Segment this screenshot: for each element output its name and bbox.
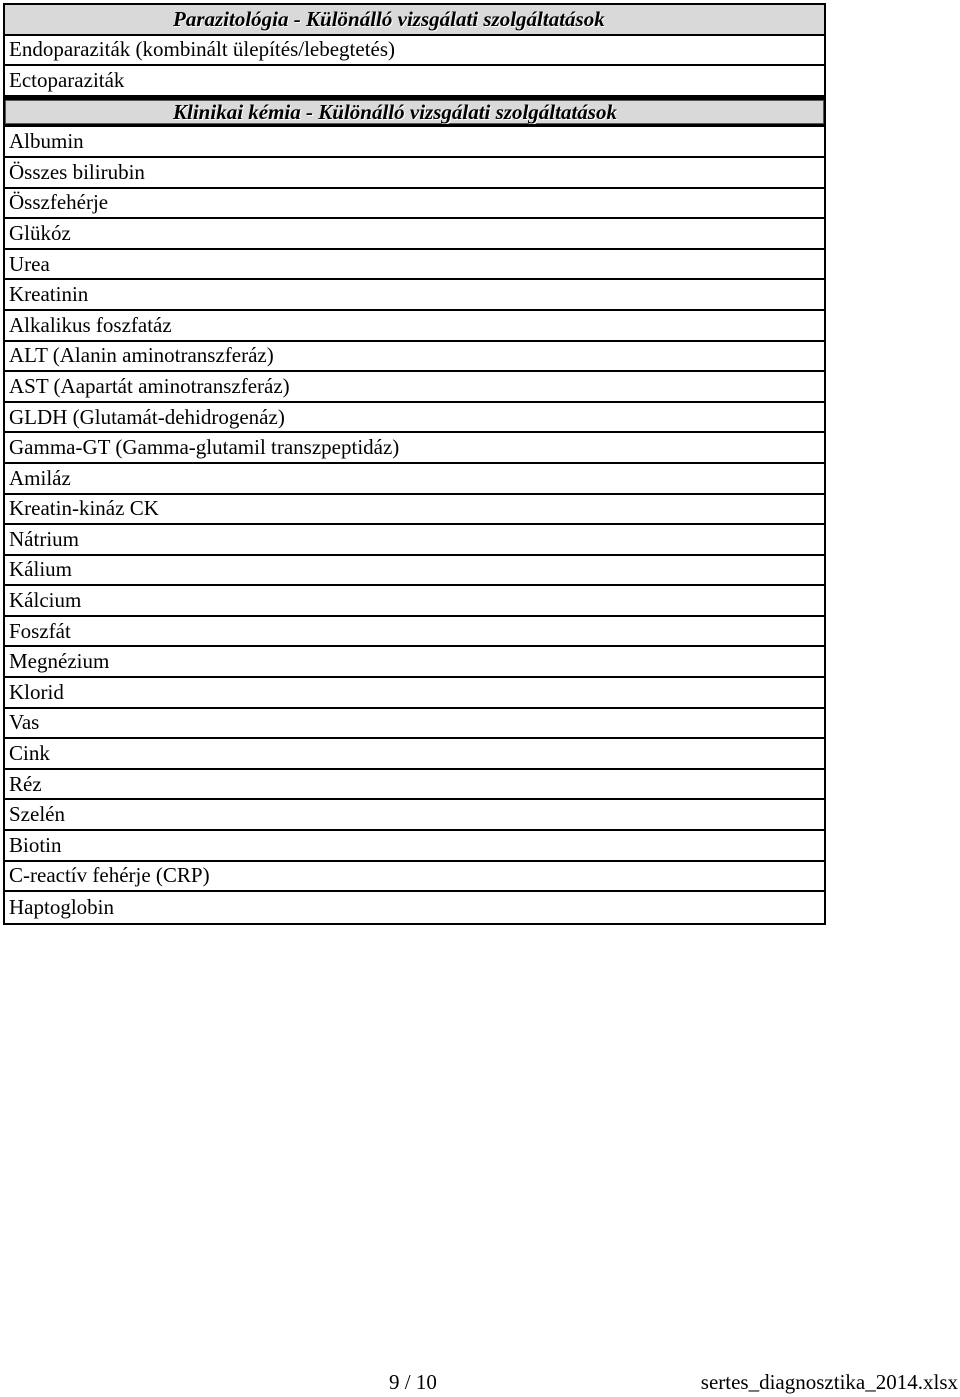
- table-row: [5, 647, 824, 678]
- table-row: [5, 280, 824, 311]
- table-row: [5, 403, 824, 434]
- table-row: [5, 862, 824, 893]
- item-label: Nátrium: [9, 526, 79, 551]
- page-number: 9 / 10: [389, 1370, 437, 1394]
- table-row: [5, 800, 824, 831]
- table-row: [5, 617, 824, 648]
- item-label: Réz: [9, 771, 42, 796]
- table-row: [5, 495, 824, 526]
- item-label: Cink: [9, 741, 50, 766]
- table-row: [5, 158, 824, 189]
- table-row: [5, 66, 824, 97]
- file-name: sertes_diagnosztika_2014.xlsx: [700, 1370, 958, 1394]
- table-row: [5, 372, 824, 403]
- item-label: Kálcium: [9, 588, 82, 613]
- item-label: Megnézium: [9, 649, 110, 674]
- item-label: Gamma-GT (Gamma-glutamil transzpeptidáz): [9, 435, 400, 460]
- table-row: [5, 433, 824, 464]
- table-row: [5, 189, 824, 220]
- table-row: [5, 311, 824, 342]
- table-row: [5, 127, 824, 158]
- table-row: [5, 219, 824, 250]
- item-label: Kálium: [9, 557, 72, 582]
- item-label: Albumin: [9, 129, 84, 154]
- item-label: Biotin: [9, 832, 62, 857]
- item-label: Alkalikus foszfatáz: [9, 312, 172, 337]
- table-row: [5, 464, 824, 495]
- item-label: Ectoparaziták: [9, 67, 125, 92]
- item-label: Endoparaziták (kombinált ülepítés/lebegtetés): [9, 37, 396, 62]
- item-label: Vas: [9, 710, 40, 735]
- item-label: Összes bilirubin: [9, 159, 145, 184]
- section-header-clinical-chemistry: [5, 97, 824, 128]
- table-row: [5, 556, 824, 587]
- item-label: Foszfát: [9, 618, 71, 643]
- table-row: [5, 342, 824, 373]
- table-row: [5, 831, 824, 862]
- table-row: [5, 525, 824, 556]
- table-row: [5, 739, 824, 770]
- table-row: [5, 250, 824, 281]
- item-label: ALT (Alanin aminotranszferáz): [9, 343, 274, 368]
- table-row: [5, 678, 824, 709]
- table-row: [5, 709, 824, 740]
- item-label: Összfehérje: [9, 190, 109, 215]
- item-label: Amiláz: [9, 465, 71, 490]
- item-label: Kreatinin: [9, 282, 89, 307]
- item-label: AST (Aapartát aminotranszferáz): [9, 373, 290, 398]
- table-row: [5, 36, 824, 67]
- item-label: Szelén: [9, 802, 65, 827]
- price-table: [3, 3, 826, 925]
- table-row: [5, 892, 824, 923]
- item-label: Glükóz: [9, 220, 71, 245]
- section-header-parasitology: [5, 5, 824, 36]
- section-title: Parazitológia - Különálló vizsgálati szolgáltatások: [173, 6, 605, 31]
- item-label: Haptoglobin: [9, 895, 114, 920]
- item-label: Kreatin-kináz CK: [9, 496, 159, 521]
- item-label: Klorid: [9, 679, 64, 704]
- item-label: Urea: [9, 251, 50, 276]
- table-row: [5, 586, 824, 617]
- item-label: C-reactív fehérje (CRP): [9, 863, 210, 888]
- item-label: GLDH (Glutamát-dehidrogenáz): [9, 404, 285, 429]
- section-title: Klinikai kémia - Különálló vizsgálati szolgáltatások: [173, 99, 617, 124]
- table-row: [5, 770, 824, 801]
